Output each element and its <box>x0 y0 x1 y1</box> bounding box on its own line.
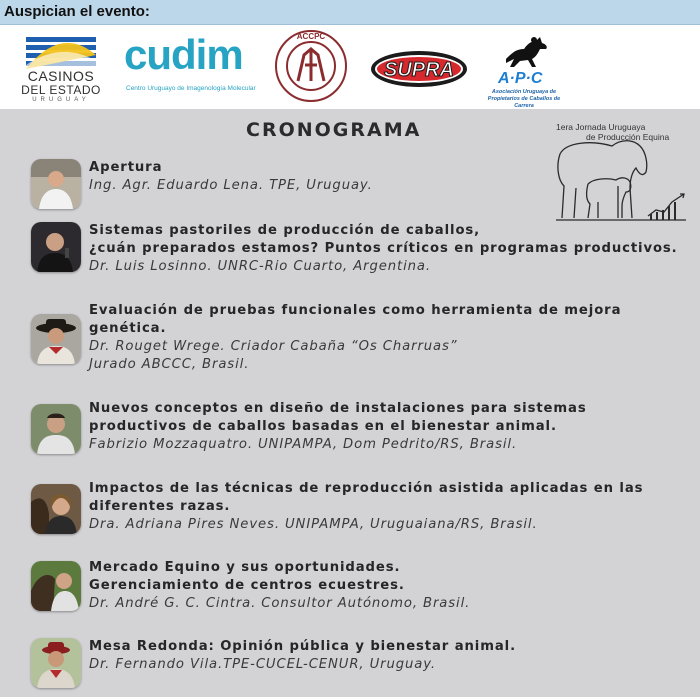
person-icon <box>31 222 81 272</box>
accpc-logo <box>274 29 348 103</box>
sponsors-header <box>0 0 700 25</box>
casinos-name-line2: DEL ESTADO <box>21 83 101 97</box>
casinos-name-line1: CASINOS <box>27 68 95 84</box>
speaker-photo <box>31 638 81 688</box>
session-title-line: Impactos de las técnicas de reproducción asistida aplicadas en las <box>89 481 644 496</box>
accpc-abbr: ACCPC <box>296 32 326 41</box>
speaker-photo <box>31 561 81 611</box>
casinos-name-line3: URUGUAY <box>32 97 90 103</box>
cudim-name: cudim <box>124 31 243 78</box>
racehorse-icon <box>502 35 550 69</box>
speaker-line: Dr. Luis Losinno. UNRC-Rio Cuarto, Argentina. <box>89 259 431 274</box>
speaker-line: Dr. Fernando Vila.TPE-CUCEL-CENUR, Uruguay. <box>89 657 437 672</box>
accpc-seal-icon <box>274 29 348 103</box>
speaker-line: Dr. André G. C. Cintra. Consultor Autónomo, Brasil. <box>89 596 471 611</box>
speaker-photo <box>31 404 81 454</box>
session-title-line: Apertura <box>89 160 163 175</box>
session-title-line: Sistemas pastoriles de producción de caballos, <box>89 223 481 238</box>
apc-full-name <box>478 89 570 110</box>
speaker-photo <box>31 314 81 364</box>
speaker-photo <box>31 159 81 209</box>
apc-full-line2: Propietarios de Caballos de Carrera <box>487 96 561 109</box>
sponsor-logos-row <box>0 25 700 109</box>
speaker-line: Dr. Rouget Wrege. Criador Cabaña “Os Charruas” <box>89 339 458 354</box>
speaker-line: Jurado ABCCC, Brasil. <box>89 357 250 372</box>
session-title-line: Nuevos conceptos en diseño de instalaciones para sistemas <box>89 401 587 416</box>
speaker-photo <box>31 484 81 534</box>
cudim-logo <box>124 31 260 97</box>
person-icon <box>31 638 81 688</box>
person-icon <box>31 484 81 534</box>
session-title-line: ¿cuán preparados estamos? Puntos críticos en programas productivos. <box>89 241 678 256</box>
sponsors-label: Auspician el evento: <box>4 3 150 20</box>
apc-full-line1: Asociación Uruguaya de <box>491 89 557 95</box>
casinos-flag-icon <box>26 35 96 69</box>
session-title-line: Mesa Redonda: Opinión pública y bienestar animal. <box>89 639 516 654</box>
cudim-full-name: Centro Uruguayo de Imagenología Molecular <box>126 85 256 92</box>
speaker-line: Dra. Adriana Pires Neves. UNIPAMPA, Uruguaiana/RS, Brasil. <box>89 517 538 532</box>
speaker-line: Fabrizio Mozzaquatro. UNIPAMPA, Dom Pedrito/RS, Brasil. <box>89 437 518 452</box>
casinos-del-estado-logo <box>14 35 108 105</box>
speaker-line: Ing. Agr. Eduardo Lena. TPE, Uruguay. <box>89 178 373 193</box>
person-icon <box>31 561 81 611</box>
apc-logo <box>478 35 570 109</box>
person-icon <box>31 159 81 209</box>
person-icon <box>31 404 81 454</box>
session-title-line: Evaluación de pruebas funcionales como herramienta de mejora <box>89 303 622 318</box>
apc-name: A·P·C <box>498 70 543 87</box>
session-title-line: Mercado Equino y sus oportunidades. <box>89 560 401 575</box>
supra-logo <box>370 50 468 88</box>
supra-name: SUPRA <box>383 59 455 81</box>
event-badge-line2: de Producción Equina <box>586 132 670 142</box>
session-title-line: Gerenciamiento de centros ecuestres. <box>89 578 405 593</box>
session-title-line: genética. <box>89 321 167 336</box>
page-title: CRONOGRAMA <box>246 119 422 141</box>
supra-badge-icon <box>370 50 468 88</box>
person-icon <box>31 314 81 364</box>
event-badge-line1: 1era Jornada Uruguaya <box>556 122 646 132</box>
session-title-line: productivos de caballos basadas en el bienestar animal. <box>89 419 557 434</box>
speaker-photo <box>31 222 81 272</box>
session-title-line: diferentes razas. <box>89 499 231 514</box>
